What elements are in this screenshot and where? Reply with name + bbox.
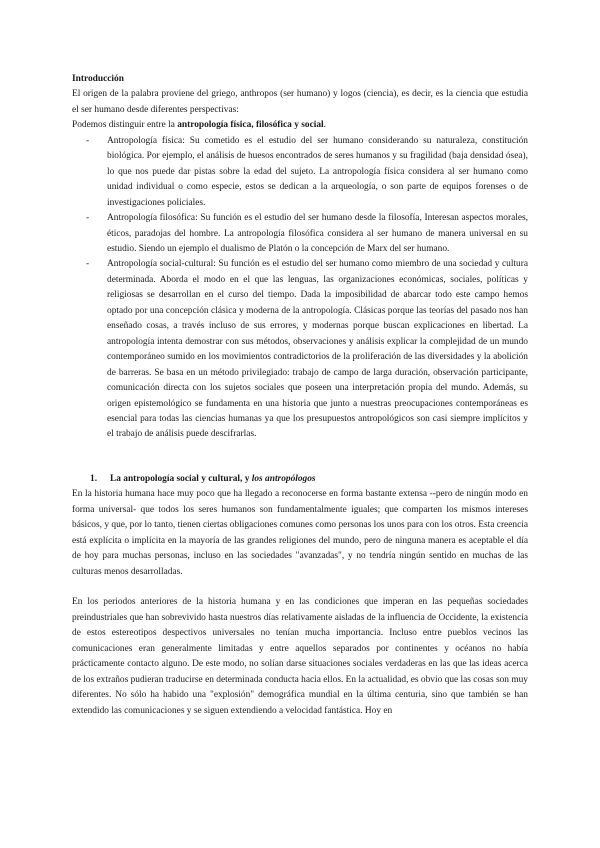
- section-title-italic: los antropólogos: [251, 473, 316, 484]
- list-item-fisica: [72, 134, 528, 211]
- section-title-text: [92, 474, 316, 484]
- section-1-paragraph-1: En la historia humana hace muy poco que ha llegado a reconocerse en forma bastante extensa --pero de ningún modo en forma universal- que todos los seres humanos son fundamentalmente iguales; que comparten los mismos intereses básicos, y que, por lo tanto, tienen ciertas obligaciones comunes como personas los unos para con los otros. Esta creencia está explícita o implícita en la mayoría de las grandes religiones del mundo, pero de ninguna manera es aceptable el día de hoy para muchas personas, incluso en las sociedades "avanzadas", y no tendría ningún sentido en muchas de las culturas menos desarrolladas.: [72, 489, 528, 577]
- section-1-title: [72, 472, 528, 487]
- anthropology-types-list: [72, 134, 528, 443]
- section-title-prefix: La antropología social y cultural, y: [110, 473, 252, 484]
- intro-paragraph: El origen de la palabra proviene del griego, anthropos (ser humano) y logos (ciencia), es decir, es la ciencia que estudia el ser humano desde diferentes perspectivas:: [72, 89, 528, 115]
- spacer: [72, 443, 528, 472]
- spacer: [72, 580, 528, 595]
- dash-marker: -: [86, 213, 90, 224]
- section-number: 1.: [90, 473, 98, 484]
- list-item-text: Antropología social-cultural: Su función es el estudio del ser humano como miembro de una sociedad y cultura determinada. Aborda el modo en el que las lenguas, las organizaciones económicas, sociales, políticas y religiosas se desarrollan en el curso del tiempo. Dada la imposibilidad de abarcar todo este campo hemos optado por una concepción clásica y moderna de la antropología. Clásicas porque las teorías del pasado nos han enseñado cosas, a través incluso de sus errores, y modernas porque buscan explicaciones en libertad. La antropología intenta demostrar con sus métodos, observaciones y análisis explicar la complejidad de un mundo contemporáneo sumido en los movimientos contradictorios de la proliferación de las diversidades y la abolición de barreras. Se basa en un método privilegiado: trabajo de campo de larga duración, observación participante, comunicación directa con los sujetos sociales que poseen una interpretación propia del mundo. Además, su origen epistemológico se fundamenta en una historia que junto a nuestras preocupaciones contemporáneas es esencial para todas las ciencias humanas ya que los presupuestos antropológicos son casi siempre implícitos y el trabajo de análisis puede descifrarlas.: [107, 259, 528, 440]
- page-content: [72, 72, 528, 719]
- list-item-filosofica: [72, 211, 528, 257]
- dash-marker: -: [86, 135, 90, 146]
- list-item-social-cultural: [72, 257, 528, 442]
- list-item-text: Antropología física: Su cometido es el estudio del ser humano considerando su naturaleza, constitución biológica. Por ejemplo, el análisis de huesos encontrados de seres humanos y su fragilidad (baja densidad ósea), lo que nos puede dar pistas sobre la edad del sujeto. La antropología física considera al ser humano como unidad individual o como especie, estos se dedican a la arqueología, o son parte de equipos forenses o de investigaciones policiales.: [107, 135, 528, 208]
- intro-lead: [72, 118, 528, 133]
- dash-marker: -: [86, 259, 90, 270]
- intro-lead-prefix: Podemos distinguir entre la: [72, 120, 178, 131]
- intro-lead-bold: antropología física, filosófica y social: [177, 120, 324, 131]
- intro-heading: Introducción: [72, 74, 124, 84]
- intro-lead-suffix: .: [323, 120, 326, 131]
- list-item-text: Antropología filosófica: Su función es el estudio del ser humano desde la filosofía, Interesan aspectos morales, éticos, paradojas del hombre. La antropología filosófica considera al ser humano de manera universal en su estudio. Siendo un ejemplo el dualismo de Platón o la concepción de Marx del ser humano.: [107, 213, 528, 254]
- section-1-paragraph-2: En los periodos anteriores de la historia humana y en las condiciones que imperan en las pequeñas sociedades preindustriales que han sobrevivido hasta nuestros días relativamente aisladas de la influencia de Occidente, la existencia de estos estereotipos despectivos universales no tenían mucha importancia. Incluso entre pueblos vecinos las comunicaciones eran generalmente limitadas y entre aquellos separados por continentes y océanos no había prácticamente contacto alguno. De este modo, no solían darse situaciones sociales verdaderas en las que las ideas acerca de los extraños pudieran traducirse en determinada conducta hacia ellos. En la actualidad, es obvio que las cosas son muy diferentes. No sólo ha habido una "explosión" demográfica mundial en la última centuria, sino que también se han extendido las comunicaciones y se siguen extendiendo a velocidad fantástica. Hoy en: [72, 597, 528, 716]
